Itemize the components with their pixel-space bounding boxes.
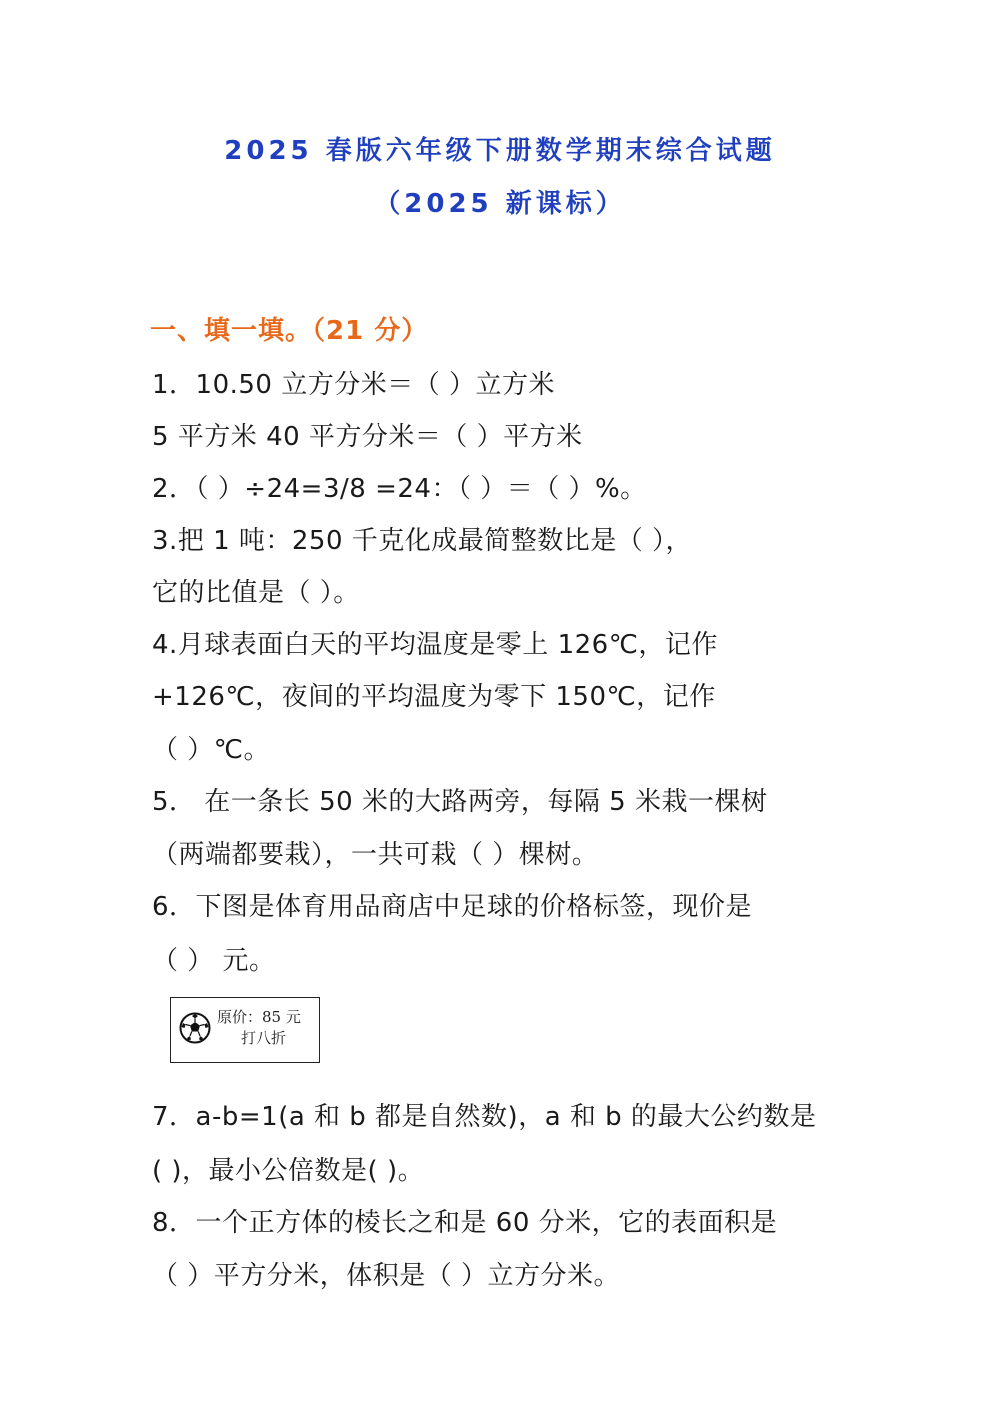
question-line: +126℃，夜间的平均温度为零下 150℃，记作 <box>152 682 716 712</box>
question-line: 7．a-b=1(a 和 b 都是自然数)，a 和 b 的最大公约数是 <box>152 1102 817 1132</box>
question-line: 4.月球表面白天的平均温度是零上 126℃，记作 <box>152 630 718 660</box>
question-line: （ ）平方分米，体积是（ ）立方分米。 <box>152 1261 621 1291</box>
question-line: （ ）℃。 <box>152 735 270 765</box>
question-line: 5． 在一条长 50 米的大路两旁，每隔 5 米栽一棵树 <box>152 787 768 817</box>
page-title: 2025 春版六年级下册数学期末综合试题 <box>224 136 776 166</box>
question-line: ( )，最小公倍数是( )。 <box>152 1156 425 1186</box>
question-line: （ ） 元。 <box>152 946 276 976</box>
soccer-ball-icon <box>179 1012 211 1044</box>
question-line: 1．10.50 立方分米＝（ ）立方米 <box>152 370 556 400</box>
question-line: 2．（ ）÷24=3/8 =24：（ ）＝（ ）%。 <box>152 474 647 504</box>
original-price-text: 原价：85 元 <box>217 1008 301 1026</box>
price-tag <box>170 997 320 1063</box>
question-line: 它的比值是（ ）。 <box>152 578 360 608</box>
discount-text: 打八折 <box>241 1029 287 1047</box>
question-line: 5 平方米 40 平方分米＝（ ）平方米 <box>152 422 583 452</box>
question-line: 8．一个正方体的棱长之和是 60 分米，它的表面积是 <box>152 1208 778 1238</box>
question-line: 6．下图是体育用品商店中足球的价格标签，现价是 <box>152 892 753 922</box>
question-line: 3.把 1 吨：250 千克化成最简整数比是（ ）， <box>152 526 693 556</box>
question-line: （两端都要栽），一共可栽（ ）棵树。 <box>152 840 599 870</box>
section-heading: 一、填一填。（21 分） <box>150 316 429 346</box>
page-subtitle: （2025 新课标） <box>374 189 626 219</box>
